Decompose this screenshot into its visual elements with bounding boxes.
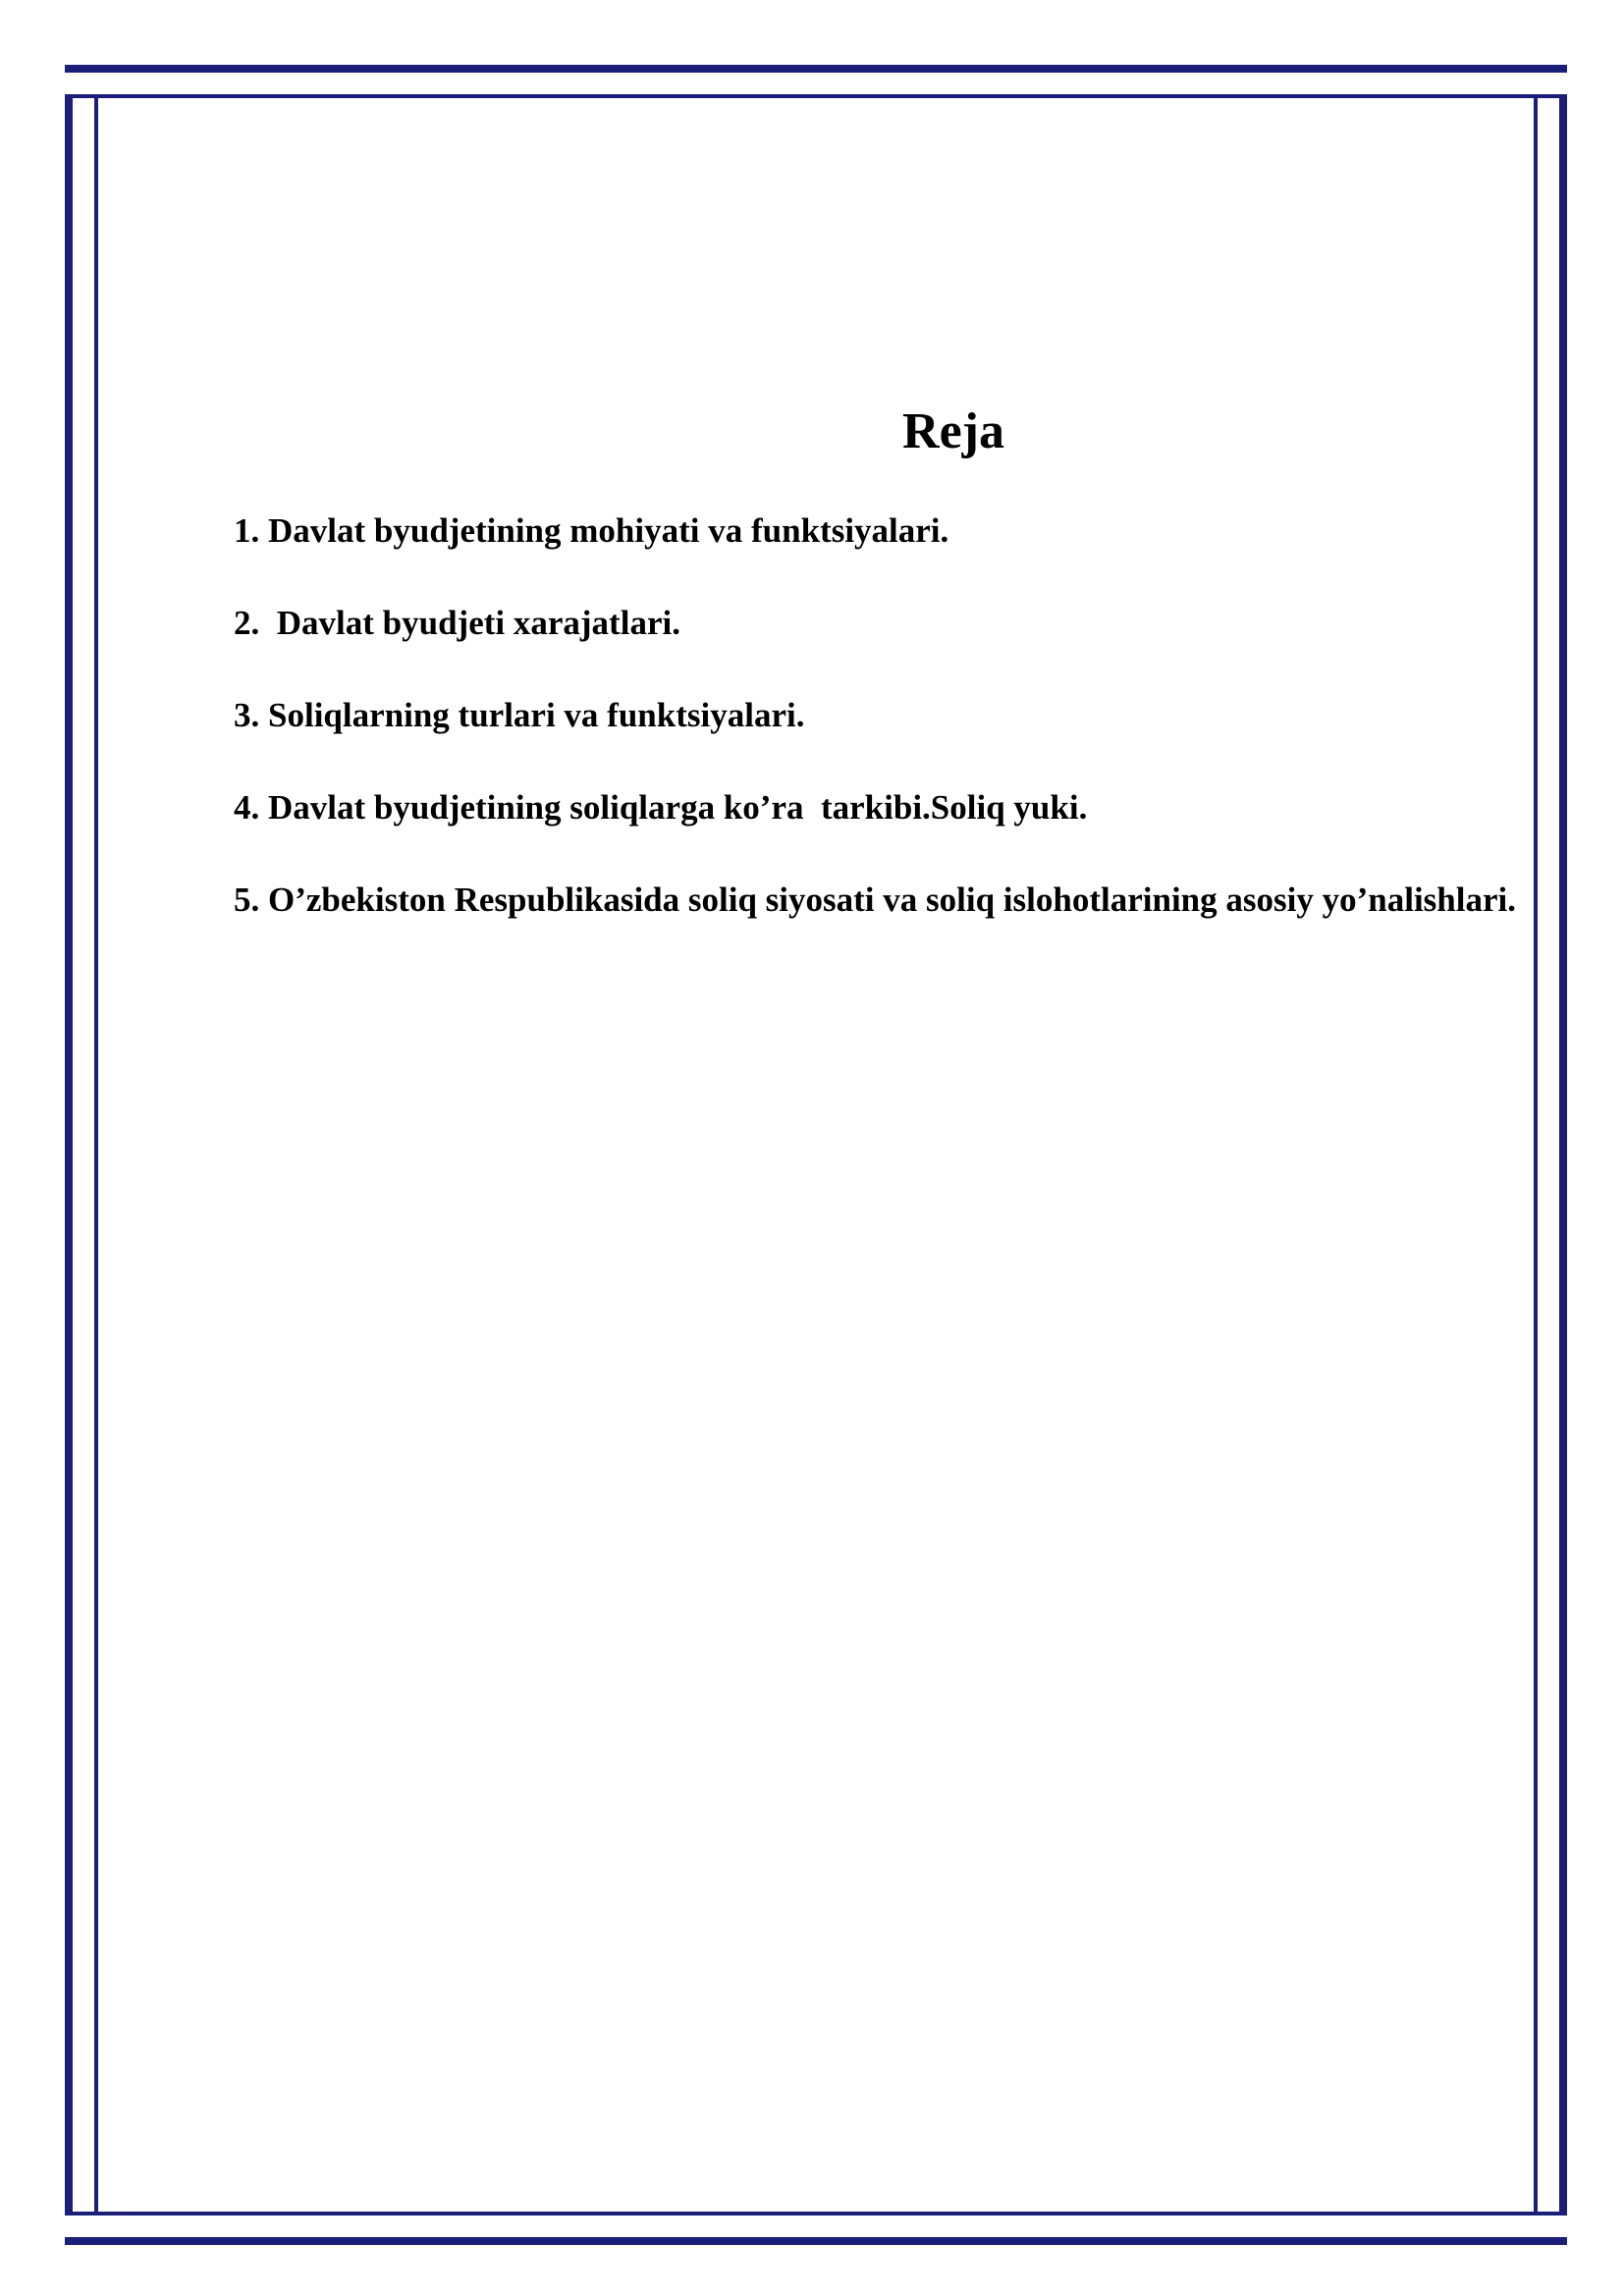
decorative-border-right <box>1534 98 1567 2212</box>
plan-content <box>234 402 1516 959</box>
plan-item-1: 1. Davlat byudjetining mohiyati va funktsiyalari. <box>234 511 949 550</box>
plan-item-4: 4. Davlat byudjetining soliqlarga ko’ra tarkibi.Soliq yuki. <box>234 788 1088 827</box>
plan-item-5: 5. O’zbekiston Respublikasida soliq siyosati va soliq islohotlarining asosiy yo’nalishlari. <box>234 881 1516 919</box>
decorative-border-left <box>65 98 98 2212</box>
page-title: Reja <box>902 403 1004 459</box>
plan-item-3: 3. Soliqlarning turlari va funktsiyalari. <box>234 696 805 734</box>
decorative-border-bottom <box>65 2212 1567 2245</box>
plan-item-2: 2. Davlat byudjeti xarajatlari. <box>234 604 680 642</box>
decorative-border-top <box>65 65 1567 98</box>
